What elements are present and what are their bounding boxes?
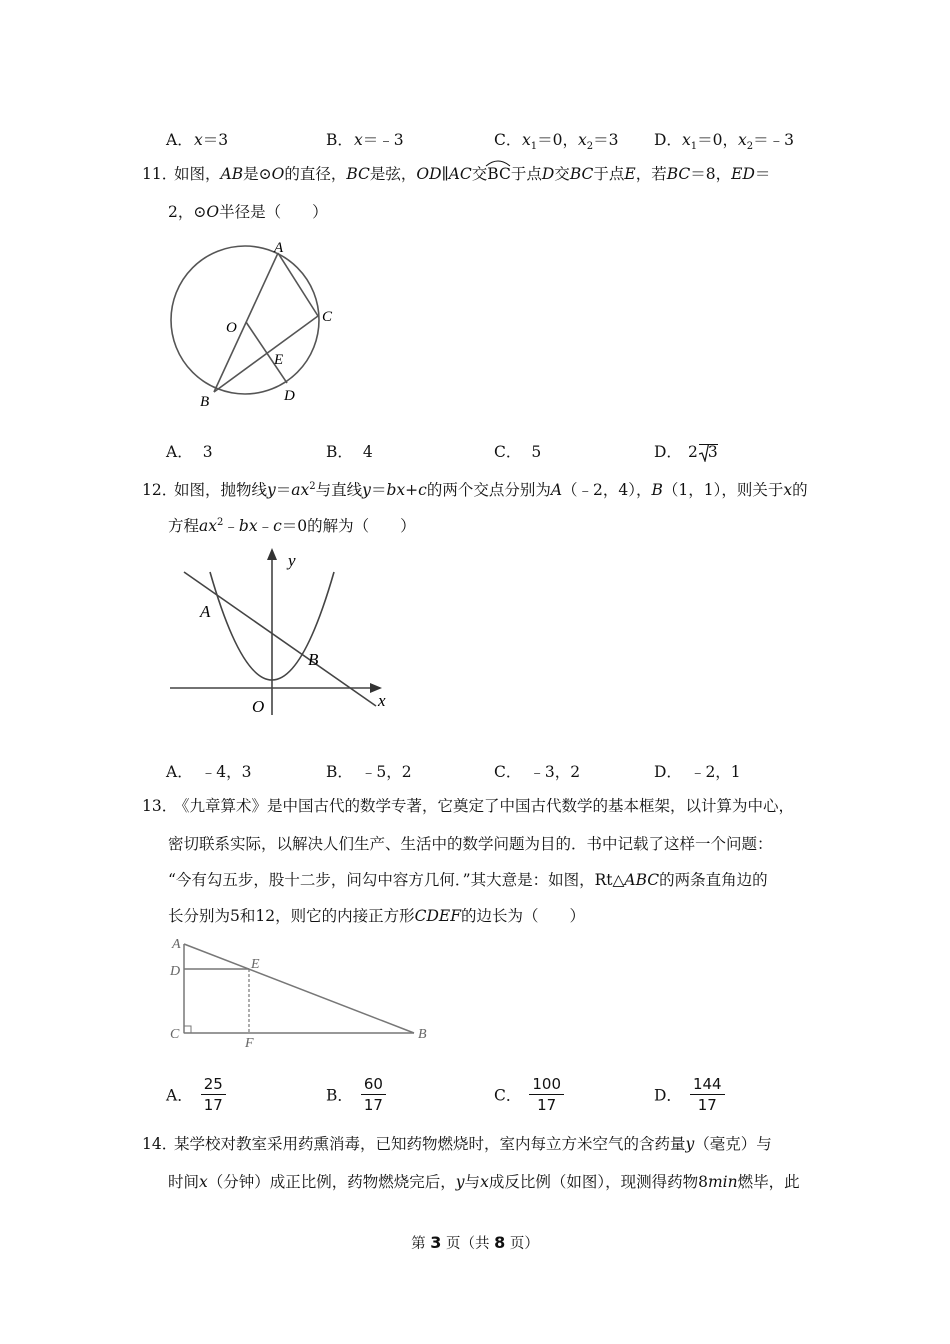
q11-options <box>166 440 826 464</box>
chord-ac <box>278 253 318 316</box>
q10-option-b: B． <box>326 131 353 149</box>
q13-stem-line4: 长分别为5和12，则它的内接正方形CDEF的边长为（ ） <box>168 907 585 925</box>
right-angle-mark <box>184 1026 191 1033</box>
q11-stem-line2: 2，⊙O半径是（ ） <box>168 203 328 221</box>
q12-option-a: A． ﹣4，3 <box>166 763 252 781</box>
label-c: C <box>170 1027 180 1042</box>
q14-number: 14． <box>142 1135 178 1153</box>
circle-o <box>171 246 319 394</box>
q13-option-b: B． $\frac{60}{17}$ <box>326 1074 386 1115</box>
q10-option-d: D． <box>654 131 682 149</box>
q12-number: 12． <box>142 481 178 499</box>
q10-option-b-text: x＝﹣3 <box>354 131 404 149</box>
line-bx-c <box>184 572 376 706</box>
q11-option-a: A． 3 <box>166 443 213 461</box>
q12-parabola-figure <box>160 540 400 720</box>
q12-stem-line1: 如图，抛物线$y=ax^2$与直线y＝bx+c的两个交点分别为A（﹣2，4），B（1，1），则关于x的 <box>174 480 808 499</box>
q12-option-d: D． ﹣2，1 <box>654 763 741 781</box>
q10-option-d-text: $x_1=0$，$x_2=﹣3$ <box>682 131 794 153</box>
q13-options <box>166 1074 826 1118</box>
label-f: F <box>245 1036 254 1050</box>
q10-option-a: A． <box>166 131 193 149</box>
label-o: O <box>252 697 265 716</box>
total-page-number: 8 <box>494 1233 506 1252</box>
q14-stem-line1: 某学校对教室采用药熏消毒，已知药物燃烧时，室内每立方米空气的含药量y（毫克）与 <box>174 1135 772 1153</box>
q11-option-b: B． 4 <box>326 443 373 461</box>
q10-options <box>166 128 826 152</box>
label-a: A <box>200 602 211 621</box>
q11-option-d: D． 2 3 <box>654 443 718 461</box>
q13-option-a: A． $\frac{25}{17}$ <box>166 1074 226 1115</box>
label-a: A <box>172 937 181 952</box>
label-d: D <box>284 388 295 404</box>
q13-triangle-figure <box>164 934 436 1050</box>
q12-options <box>166 760 826 784</box>
label-b: B <box>200 394 210 410</box>
hypotenuse-ab <box>184 944 414 1033</box>
label-d: D <box>170 964 181 979</box>
q13-stem-line2: 密切联系实际，以解决人们生产、生活中的数学问题为目的．书中记载了这样一个问题： <box>168 835 773 853</box>
q14-stem-line2: 时间x（分钟）成正比例，药物燃烧完后，y与x成反比例（如图），现测得药物8min燃毕，此 <box>168 1173 800 1191</box>
y-axis-arrow <box>267 548 277 560</box>
q13-option-d: D． $\frac{144}{17}$ <box>654 1074 725 1115</box>
q13-number: 13． <box>142 797 178 815</box>
label-x: x <box>378 691 386 710</box>
q13-stem-line3: “今有勾五步，股十二步，问勾中容方几何．”其大意是：如图，Rt△ABC的两条直角边的 <box>168 871 768 889</box>
q10-option-c: C． <box>494 131 522 149</box>
q10-option-c-text: $x_1=0$，$x_2=3$ <box>522 131 619 153</box>
label-b: B <box>308 650 319 669</box>
label-b: B <box>418 1027 427 1042</box>
q13-option-c: C． $\frac{100}{17}$ <box>494 1074 564 1115</box>
label-a: A <box>274 240 284 256</box>
q11-number: 11． <box>142 165 178 183</box>
q11-option-c: C． 5 <box>494 443 542 461</box>
q10-option-a-text: x＝3 <box>194 131 229 149</box>
q12-option-c: C． ﹣3，2 <box>494 763 581 781</box>
label-c: C <box>322 309 333 325</box>
label-y: y <box>288 551 296 570</box>
page-footer: 第 3 页（共 8 页） <box>411 1233 539 1252</box>
q11-stem-line1: 如图，AB是⊙O的直径，BC是弦，OD∥AC交BC 于点D交BC于点E，若BC＝8，ED＝ <box>174 162 770 184</box>
q12-option-b: B． ﹣5，2 <box>326 763 412 781</box>
current-page-number: 3 <box>430 1233 442 1252</box>
label-e: E <box>251 957 260 972</box>
q13-stem-line1: 《九章算术》是中国古代的数学专著，它奠定了中国古代数学的基本框架，以计算为中心， <box>174 797 795 815</box>
q12-stem-line2: 方程$ax^2﹣bx﹣c=0$的解为（ ） <box>168 516 416 535</box>
label-e: E <box>274 352 284 368</box>
q11-circle-figure <box>160 236 350 412</box>
label-o: O <box>226 320 237 336</box>
